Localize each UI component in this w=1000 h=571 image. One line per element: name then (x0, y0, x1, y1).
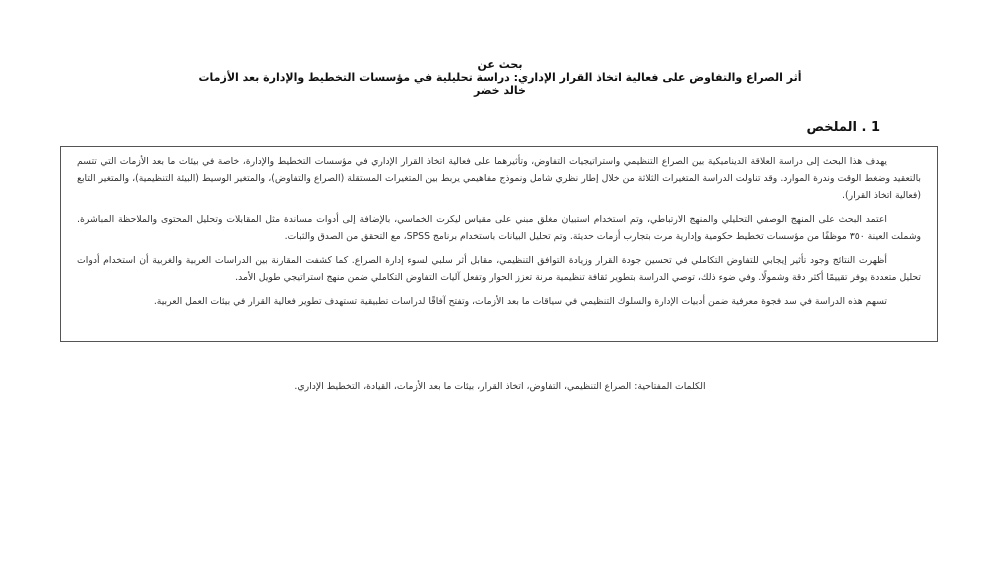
section-heading (806, 120, 880, 135)
section-title: . الملخص (806, 120, 867, 135)
abstract-paragraph: يهدف هذا البحث إلى دراسة العلاقة الديناميكية بين الصراع التنظيمي واستراتيجيات التفاوض، وتأثيرهما على فعالية اتخاذ القرار الإداري في مؤسسات التخطيط والإدارة، خاصة في بيئات ما بعد الأزمات التي تتسم بالتعقيد وضغط الوقت وندرة الموارد. وقد تناولت الدراسة المتغيرات الثلاثة من خلال إطار نظري شامل ونموذج مفاهيمي يربط بين المتغيرات المستقلة (الصراع والتفاوض)، والمتغير الوسيط (البيئة التنظيمية)، والمتغير التابع (فعالية اتخاذ القرار). (77, 156, 921, 201)
document-label: بحث عن (477, 58, 523, 71)
abstract-paragraph: أظهرت النتائج وجود تأثير إيجابي للتفاوض التكاملي في تحسين جودة القرار وزيادة التوافق التنظيمي، مقابل أثر سلبي لسوء إدارة الصراع. كما كشفت المقارنة بين الدراسات العربية والغربية أن استخدام أدوات تحليل متعددة يوفر تقييمًا أكثر دقة وشمولًا. وفي ضوء ذلك، توصي الدراسة بتطوير ثقافة تنظيمية مرنة تعزز الحوار وتفعل آليات التفاوض التكاملي ضمن منهج استراتيجي طويل الأمد. (77, 255, 921, 283)
abstract-box (60, 146, 938, 342)
document-title: أثر الصراع والتفاوض على فعالية اتخاذ القرار الإداري: دراسة تحليلية في مؤسسات التخطيط والإدارة بعد الأزمات (198, 71, 802, 84)
document-header (0, 58, 1000, 97)
keywords: الكلمات المفتاحية: الصراع التنظيمي، التفاوض، اتخاذ القرار، بيئات ما بعد الأزمات، القيادة، التخطيط الإداري. (294, 381, 706, 392)
section-number: 1 (870, 120, 880, 135)
abstract-paragraph: اعتمد البحث على المنهج الوصفي التحليلي والمنهج الارتباطي، وتم استخدام استبيان مغلق مبني على مقياس ليكرت الخماسي، بالإضافة إلى أدوات مساندة مثل المقابلات وتحليل المحتوى والملاحظة المباشرة. وشملت العينة ٣٥٠ موظفًا من مؤسسات تخطيط حكومية وإدارية مرت بتجارب أزمات حديثة. وتم تحليل البيانات باستخدام برنامج SPSS، مع التحقق من الصدق والثبات. (77, 214, 921, 242)
document-author: خالد خضر (474, 84, 526, 97)
abstract-paragraph: تسهم هذه الدراسة في سد فجوة معرفية ضمن أدبيات الإدارة والسلوك التنظيمي في سياقات ما بعد الأزمات، وتفتح آفاقًا لدراسات تطبيقية تستهدف تطوير فعالية القرار في بيئات العمل العربية. (153, 296, 887, 307)
